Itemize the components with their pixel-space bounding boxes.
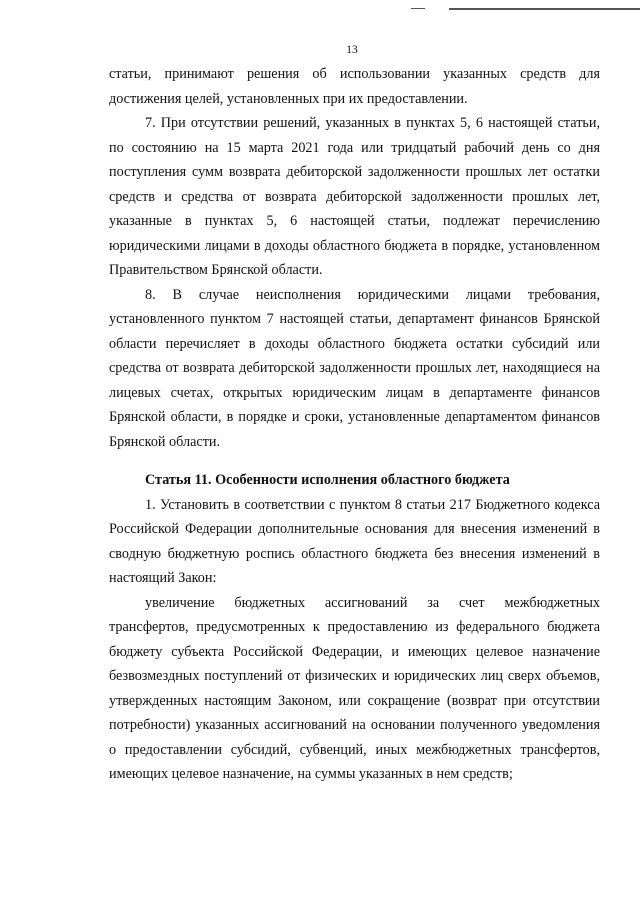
scan-top-mark xyxy=(411,8,425,9)
article-paragraph-1: 1. Установить в соответствии с пунктом 8 статьи 217 Бюджетного кодекса Российской Федерации дополнительные основания для внесения изменений в сводную бюджетную роспись областного бюджета без внесения изменений в настоящий Закон: xyxy=(109,496,600,586)
article-paragraph-increase: увеличение бюджетных ассигнований за счет межбюджетных трансфертов, предусмотренных к предоставлению из федерального бюджета бюджету субъекта Российской Федерации, и имеющих целевое назначение безвозмездных поступлений от физических и юридических лиц сверх объемов, утвержденных настоящим Законом, или сокращение (возврат при отсутствии потребности) указанных ассигнований на основании полученного уведомления о предоставлении субсидий, субвенций, иных межбюджетных трансфертов, имеющих целевое назначение, на суммы указанных в нем средств; xyxy=(109,594,600,782)
scan-top-rule xyxy=(449,8,640,10)
paragraph-item-7: 7. При отсутствии решений, указанных в пунктах 5, 6 настоящей статьи, по состоянию на 15 марта 2021 года или тридцатый рабочий день со дня поступления сумм возврата дебиторской задолженности прошлых лет остатки средств и средства от возврата дебиторской задолженности прошлых лет, указанные в пунктах 5, 6 настоящей статьи, подлежат перечислению юридическими лицами в доходы областного бюджета в порядке, установленном Правительством Брянской области. xyxy=(109,115,600,278)
article-heading: Статья 11. Особенности исполнения областного бюджета xyxy=(145,472,510,488)
paragraph-continuation: статьи, принимают решения об использовании указанных средств для достижения целей, установленных при их предоставлении. xyxy=(109,66,600,107)
document-body xyxy=(109,62,600,787)
paragraph-item-8: 8. В случае неисполнения юридическими лицами требования, установленного пунктом 7 настоящей статьи, департамент финансов Брянской области перечисляет в доходы областного бюджета остатки субсидий или средства от возврата дебиторской задолженности прошлых лет, находящиеся на лицевых счетах, открытых юридическим лицам в департаменте финансов Брянской области, в порядке и сроки, установленные департаментом финансов Брянской области. xyxy=(109,286,600,450)
page-number: 13 xyxy=(346,44,358,56)
